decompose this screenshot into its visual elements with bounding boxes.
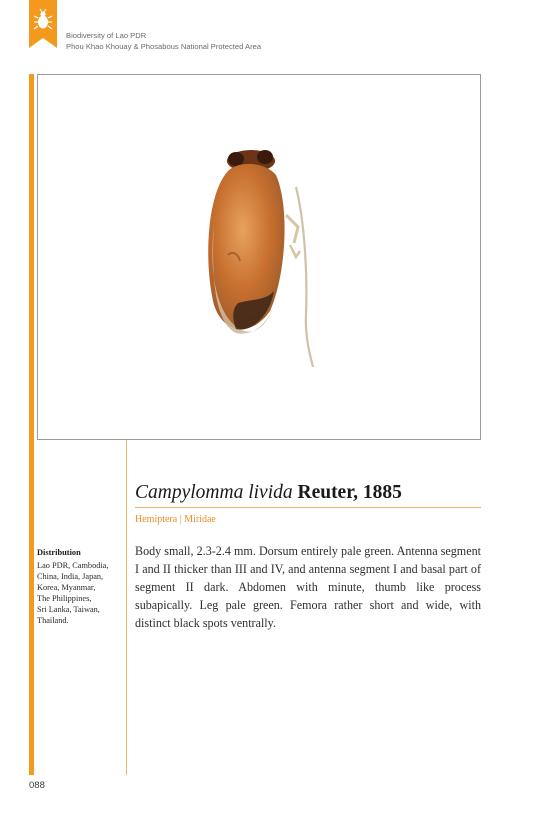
distribution-line: Thailand.	[37, 616, 69, 626]
column-divider	[126, 440, 127, 775]
area-title: Phou Khao Khouay & Phosabous National Protected Area	[66, 42, 262, 51]
distribution-line: Lao PDR, Cambodia,	[37, 561, 109, 570]
distribution-line: Korea, Myanmar,	[37, 583, 96, 593]
distribution-line: Sri Lanka, Taiwan,	[37, 605, 100, 615]
species-description: Body small, 2.3-2.4 mm. Dorsum entirely pale green. Antenna segment I and II thicker than III and IV, and antenna segment I and basal part of segment II dark. Abdomen with minute, thumb like process subapically. Leg pale green. Femora rather short and wide, with distinct black spots ventrally.	[135, 544, 481, 631]
accent-bar	[29, 74, 34, 775]
insect-image	[208, 150, 313, 367]
distribution-list	[37, 560, 123, 627]
header-badge	[29, 0, 57, 48]
page-number: 088	[29, 780, 45, 791]
species-author: Reuter, 1885	[297, 482, 402, 503]
distribution-line: China, India, Japan,	[37, 572, 104, 582]
species-name: Campylomma livida	[135, 482, 293, 503]
distribution-heading: Distribution	[37, 548, 81, 557]
taxonomy-label: Hemiptera | Miridae	[135, 514, 216, 525]
distribution-line: The Philippines,	[37, 594, 92, 604]
specimen-photo	[37, 74, 481, 440]
running-header	[66, 30, 261, 52]
book-title: Biodiversity of Lao PDR	[66, 31, 147, 40]
title-rule	[135, 507, 481, 508]
species-title	[135, 481, 481, 505]
